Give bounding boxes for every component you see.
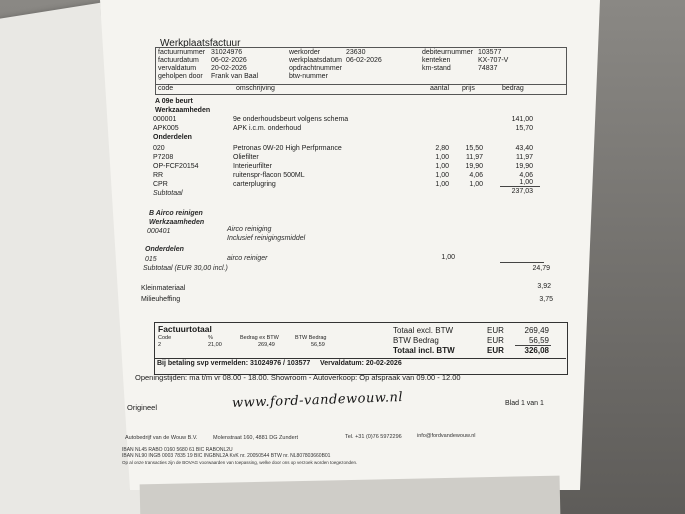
line-description: carterplugring bbox=[233, 181, 276, 188]
extra-amount: 3,75 bbox=[539, 296, 553, 303]
header-label: geholpen door bbox=[158, 73, 203, 80]
original-label: Origineel bbox=[127, 403, 158, 412]
payment-reference: Bij betaling svp vermelden: 31024976 / 103577 bbox=[157, 360, 311, 367]
section-a-title: A 09e beurt bbox=[155, 98, 193, 105]
line-code: APK005 bbox=[153, 125, 179, 132]
header-value: 74837 bbox=[478, 65, 498, 72]
vat-amount: 56,59 bbox=[311, 342, 325, 348]
vat-head-pct: % bbox=[208, 335, 213, 341]
line-description: Airco reiniging bbox=[227, 226, 272, 233]
line-amount: 43,40 bbox=[515, 145, 533, 152]
extra-label: Milieuheffing bbox=[141, 296, 181, 303]
col-amount: bedrag bbox=[502, 85, 524, 92]
line-description: Inclusief reinigingsmiddel bbox=[227, 235, 306, 242]
col-quantity: aantal bbox=[430, 85, 450, 92]
header-label: debiteurnummer bbox=[422, 49, 473, 56]
subtotal-rule bbox=[500, 262, 544, 263]
line-code: 000401 bbox=[147, 228, 171, 235]
vat-base: 269,49 bbox=[258, 342, 275, 348]
section-a-work-label: Werkzaamheden bbox=[155, 107, 211, 114]
line-code: 000001 bbox=[153, 116, 177, 123]
footer-iban-1: IBAN NL45 RABO 0160 5680 61 BIC RABONL2U bbox=[122, 447, 233, 453]
header-label: opdrachtnummer bbox=[289, 65, 342, 72]
line-code: OP-FCF20154 bbox=[153, 163, 199, 170]
line-code: 020 bbox=[153, 145, 165, 152]
total-currency: EUR bbox=[487, 336, 504, 345]
line-price: 11,97 bbox=[466, 154, 483, 161]
line-code: RR bbox=[153, 172, 164, 179]
header-label: werkplaatsdatum bbox=[289, 57, 342, 64]
line-quantity: 1,00 bbox=[435, 163, 449, 170]
line-code: CPR bbox=[153, 181, 168, 188]
line-amount: 4,06 bbox=[519, 172, 533, 179]
header-value: KX-707-V bbox=[478, 57, 509, 64]
line-quantity: 1,00 bbox=[441, 254, 455, 261]
extra-label: Kleinmateriaal bbox=[141, 285, 186, 292]
total-amount: 326,08 bbox=[524, 346, 549, 355]
line-amount: 19,90 bbox=[515, 163, 533, 170]
total-currency: EUR bbox=[487, 346, 504, 355]
line-price: 4,06 bbox=[469, 172, 483, 179]
due-date: Vervaldatum: 20-02-2026 bbox=[320, 360, 402, 367]
header-label: factuurdatum bbox=[158, 57, 199, 64]
line-description: ruitenspr-flacon 500ML bbox=[233, 172, 305, 179]
invoice-header-table bbox=[155, 47, 567, 95]
footer-iban-2: IBAN NL90 INGB 0003 7835 19 BIC INGBNL2A KvK nr. 20050544 BTW nr. NL807803660B01 bbox=[122, 453, 331, 459]
col-description: omschrijving bbox=[236, 85, 275, 92]
vat-head-vat: BTW Bedrag bbox=[295, 335, 327, 341]
header-label: btw-nummer bbox=[289, 73, 328, 80]
col-price: prijs bbox=[462, 85, 475, 92]
extra-amount: 3,92 bbox=[537, 283, 551, 290]
footer-address: Molenstraat 160, 4881 DG Zundert bbox=[213, 435, 298, 441]
line-amount: 1,00 bbox=[519, 179, 533, 186]
header-label: km-stand bbox=[422, 65, 451, 72]
line-description: Petronas 0W-20 High Perfprmance bbox=[233, 145, 342, 152]
line-quantity: 2,80 bbox=[435, 145, 449, 152]
header-label: kenteken bbox=[422, 57, 451, 64]
total-amount: 269,49 bbox=[524, 326, 549, 335]
header-value: 23630 bbox=[346, 49, 366, 56]
header-value: 103577 bbox=[478, 49, 502, 56]
total-label: Totaal excl. BTW bbox=[393, 326, 454, 335]
line-price: 1,00 bbox=[469, 181, 483, 188]
header-value: 06-02-2026 bbox=[211, 57, 247, 64]
vat-pct: 21,00 bbox=[208, 342, 222, 348]
vat-head-base: Bedrag ex BTW bbox=[240, 335, 279, 341]
vat-head-code: Code bbox=[158, 335, 172, 341]
footer-company: Autobedrijf van de Wouw B.V. bbox=[125, 435, 198, 441]
line-price: 19,90 bbox=[465, 163, 483, 170]
line-description: APK i.c.m. onderhoud bbox=[233, 125, 302, 132]
opening-hours: Openingstijden: ma t/m vr 08.00 - 18.00. Showroom - Autoverkoop: Op afspraak van 09.00 - 12.00 bbox=[135, 373, 461, 382]
invoice-title: Werkplaatsfactuur bbox=[160, 38, 241, 49]
col-code: code bbox=[158, 85, 174, 92]
section-b-parts-label: Onderdelen bbox=[145, 246, 184, 253]
header-label: werkorder bbox=[289, 49, 321, 56]
header-value: 20-02-2026 bbox=[211, 65, 247, 72]
line-description: airco reiniger bbox=[227, 255, 268, 262]
handwritten-website: www.ford-vandewouw.nl bbox=[231, 390, 404, 411]
vat-code: 2 bbox=[158, 342, 162, 348]
line-description: Oliefilter bbox=[233, 154, 259, 161]
line-description: Interieurfilter bbox=[233, 163, 272, 170]
line-amount: 11,97 bbox=[516, 154, 533, 161]
section-a-subtotal: 237,03 bbox=[511, 188, 533, 195]
total-label: Totaal incl. BTW bbox=[393, 346, 455, 355]
header-label: vervaldatum bbox=[158, 65, 197, 72]
header-value: Frank van Baal bbox=[211, 73, 259, 80]
line-quantity: 1,00 bbox=[435, 172, 449, 179]
subtotal-rule bbox=[500, 186, 540, 187]
header-value: 31024976 bbox=[211, 49, 243, 56]
header-label: factuurnummer bbox=[158, 49, 206, 56]
line-amount: 141,00 bbox=[511, 116, 533, 123]
line-code: 015 bbox=[145, 256, 157, 263]
total-amount: 56,59 bbox=[528, 336, 549, 345]
header-value: 06-02-2026 bbox=[346, 57, 382, 64]
total-currency: EUR bbox=[487, 326, 504, 335]
line-amount: 15,70 bbox=[515, 125, 533, 132]
footer-phone: Tel. +31 (0)76 5972296 bbox=[345, 434, 402, 440]
line-quantity: 1,00 bbox=[435, 181, 449, 188]
section-a-parts-label: Onderdelen bbox=[153, 134, 192, 141]
section-b-title: B Airco reinigen bbox=[149, 210, 203, 217]
payment-reference-row bbox=[154, 358, 566, 371]
total-label: BTW Bedrag bbox=[393, 336, 439, 345]
section-b-work-label: Werkzaamheden bbox=[149, 219, 205, 226]
section-a-subtotal-label: Subtotaal bbox=[153, 190, 183, 197]
line-quantity: 1,00 bbox=[435, 154, 449, 161]
total-box-title: Factuurtotaal bbox=[158, 324, 212, 334]
line-price: 15,50 bbox=[465, 145, 483, 152]
section-b-subtotal: 24,79 bbox=[532, 265, 550, 272]
section-b-subtotal-label: Subtotaal (EUR 30,00 incl.) bbox=[143, 265, 228, 272]
line-description: 9e onderhoudsbeurt volgens schema bbox=[233, 116, 349, 123]
column-header-row bbox=[156, 84, 566, 93]
line-code: P7208 bbox=[153, 154, 174, 161]
footer-email: info@fordvandewouw.nl bbox=[417, 433, 476, 439]
page-number: Blad 1 van 1 bbox=[505, 400, 544, 407]
invoice-document bbox=[122, 38, 575, 478]
footer-terms: Op al onze transacties zijn de BOVAG voorwaarden van toepassing, welke door ons op verzoek worden toegezonden. bbox=[122, 460, 358, 465]
